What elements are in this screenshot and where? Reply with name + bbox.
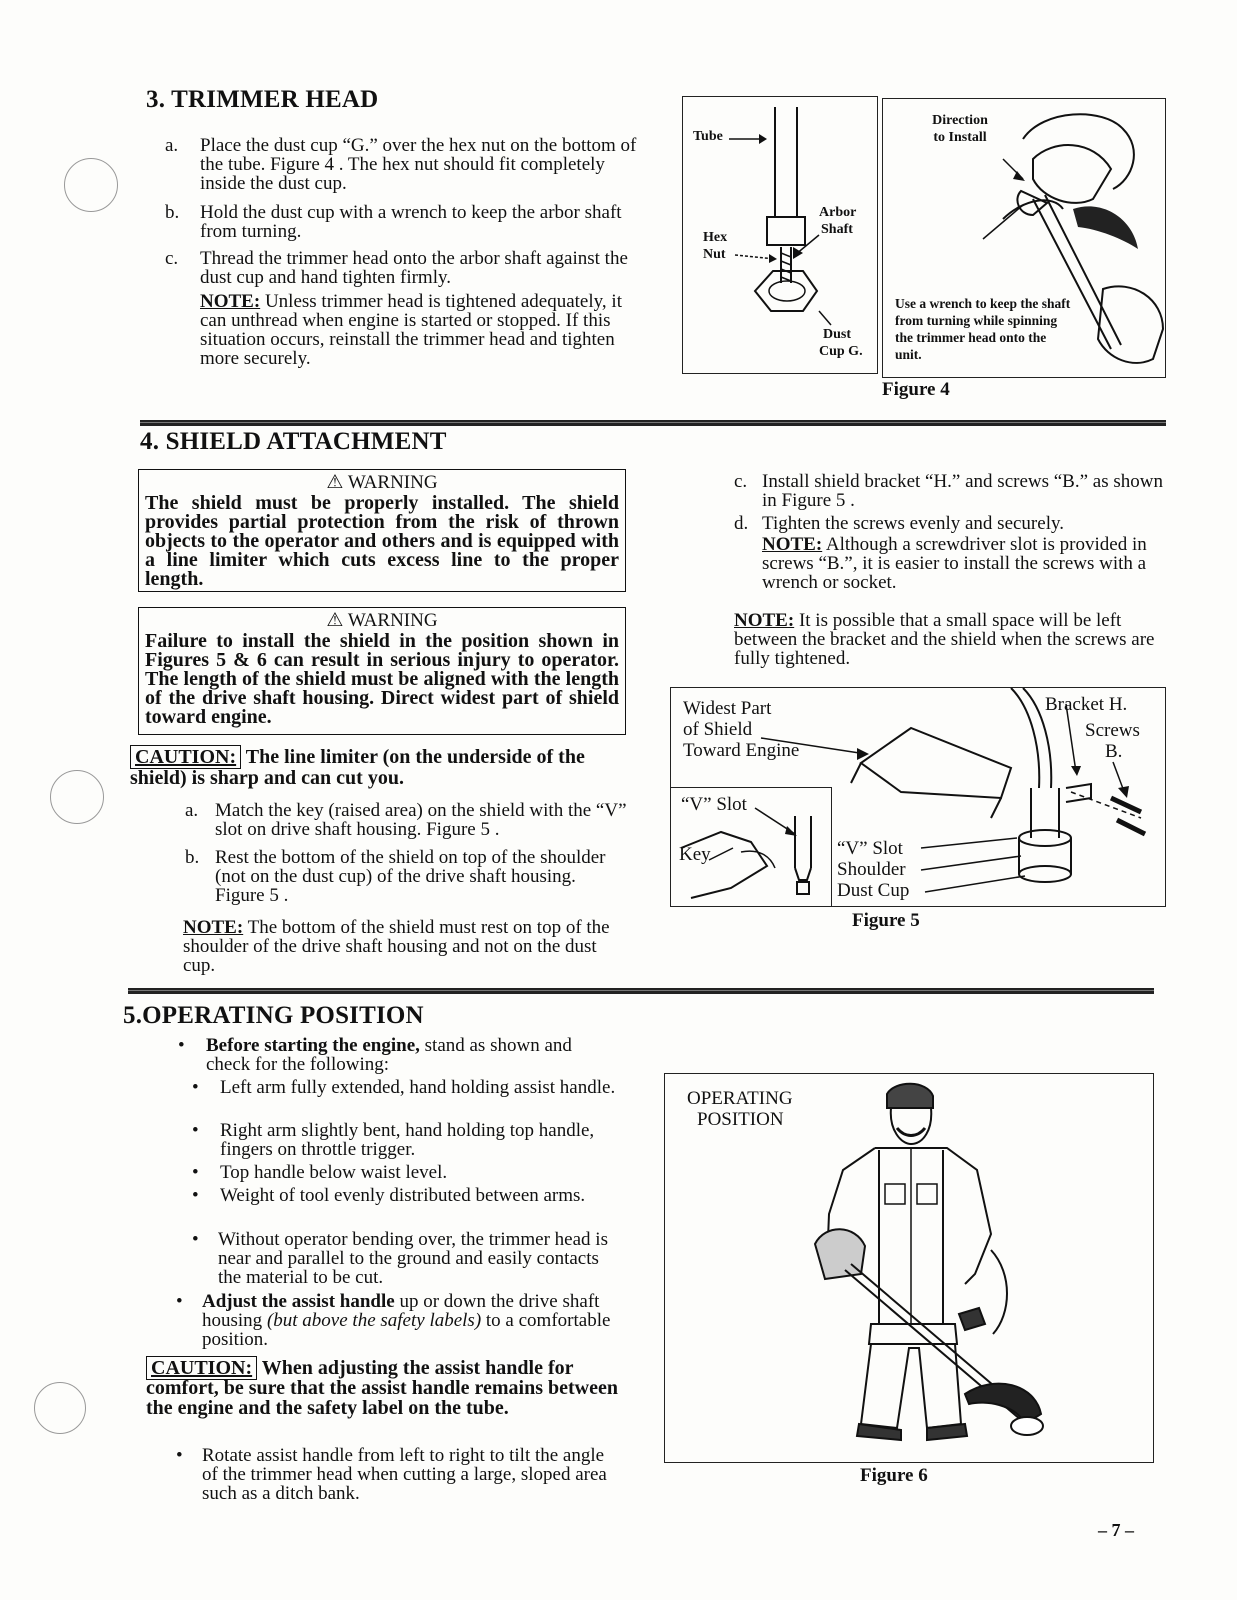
section-3-title: 3. TRIMMER HEAD: [146, 86, 379, 113]
sec5-bullet: [192, 1163, 620, 1183]
bullet-icon: •: [192, 1185, 199, 1206]
bullet-italic-text: (but above the safety labels): [266, 1310, 482, 1331]
sec3-step-a: [165, 136, 640, 196]
step-label: a.: [185, 800, 199, 821]
operator-illustration: [665, 1074, 1155, 1464]
dust-cup-label: Dust Cup: [837, 880, 910, 901]
bullet-text: up or down the drive shaft housing: [202, 1291, 600, 1331]
figure-6: [664, 1073, 1154, 1463]
of-shield-label: of Shield: [683, 719, 753, 740]
step-label: c.: [734, 471, 748, 492]
sec4-caution: [130, 747, 630, 789]
warning-icon: ⚠: [326, 610, 348, 631]
bullet-icon: •: [192, 1229, 199, 1250]
sec4-d-note: [762, 535, 1166, 595]
bullet-icon: •: [178, 1035, 185, 1056]
bullet-text: Weight of tool evenly distributed between arms.: [220, 1185, 586, 1206]
shaft-label: Shaft: [821, 222, 853, 237]
bullet-text: Top handle below waist level.: [220, 1162, 448, 1183]
caution-label: CAUTION:: [146, 1356, 257, 1380]
bullet-text: stand as shown and check for the following:: [206, 1035, 572, 1075]
screws-b-label: B.: [1105, 741, 1123, 762]
note-label: NOTE:: [200, 291, 261, 312]
sec4-note-2: [734, 611, 1166, 671]
sec5-bullet: [176, 1292, 618, 1352]
bullet-text: Rotate assist handle from left to right to tilt the angle of the trimmer head when cutting a large, sloped area such as a ditch bank.: [202, 1445, 607, 1504]
warning-box-2: [138, 607, 626, 735]
key-label: Key: [679, 844, 711, 865]
step-label: a.: [165, 135, 179, 156]
warning-text: The shield must be properly installed. The shield provides partial protection from the risk of thrown objects to the operator and others and is equipped with a line limiter which cuts excess line to the proper length.: [145, 492, 619, 590]
direction-label: Direction: [932, 113, 988, 128]
note-label: NOTE:: [183, 917, 244, 938]
figure-4-right-panel: [882, 98, 1166, 378]
screws-label: Screws: [1085, 720, 1140, 741]
sec5-bullet: [192, 1186, 620, 1226]
caution-label: CAUTION:: [130, 745, 241, 769]
warning-title: WARNING: [347, 610, 438, 631]
dust-label: Dust: [823, 327, 852, 342]
bullet-icon: •: [176, 1445, 183, 1466]
step-label: b.: [185, 847, 200, 868]
sec4-step-b: [185, 848, 630, 908]
figure-4-left-panel: [682, 96, 878, 374]
bullet-icon: •: [192, 1120, 199, 1141]
step-text: Match the key (raised area) on the shield with the “V” slot on drive shaft housing. Figure 5 .: [215, 800, 627, 840]
widest-part-label: Widest Part: [683, 698, 772, 719]
sec4-step-a: [185, 801, 630, 843]
bullet-text: Without operator bending over, the trimmer head is near and parallel to the ground and easily contacts the material to be cut.: [218, 1229, 608, 1288]
figure-5: [670, 687, 1166, 907]
bullet-text: to a comfortable position.: [202, 1310, 611, 1350]
punch-hole: [64, 158, 118, 212]
note-label: NOTE:: [734, 610, 795, 631]
step-label: d.: [734, 513, 749, 534]
step-text: Rest the bottom of the shield on top of the shoulder (not on the dust cup) of the drive shaft housing. Figure 5 .: [215, 847, 606, 906]
sec5-bullet: [176, 1446, 618, 1506]
note-label: NOTE:: [762, 534, 823, 555]
warning-text: Failure to install the shield in the position shown in Figures 5 & 6 can result in serious injury to operator. The length of the shield must be aligned with the length of the drive shaft housing. Direct widest part of shield toward engine.: [145, 630, 619, 728]
section-5-title: 5.OPERATING POSITION: [123, 1002, 424, 1029]
position-label: POSITION: [697, 1109, 784, 1130]
operating-label: OPERATING: [687, 1088, 793, 1109]
step-label: c.: [165, 248, 179, 269]
toward-engine-label: Toward Engine: [683, 740, 800, 761]
note-text: It is possible that a small space will be left between the bracket and the shield when the screws are fully tightened.: [734, 610, 1155, 669]
punch-hole: [34, 1382, 86, 1434]
v-slot-inset: [670, 787, 832, 907]
sec3-step-b: [165, 203, 640, 243]
bullet-bold-text: Before starting the engine,: [206, 1035, 420, 1056]
section-divider: [128, 988, 1154, 994]
section-divider: [140, 420, 1166, 426]
sec5-bullet: [192, 1230, 620, 1290]
sec4-step-d: [734, 514, 1166, 534]
bullet-text: Right arm slightly bent, hand holding top handle, fingers on throttle trigger.: [220, 1120, 595, 1160]
warning-icon: ⚠: [326, 472, 348, 493]
step-text: Tighten the screws evenly and securely.: [762, 513, 1064, 534]
figure-6-caption: Figure 6: [860, 1465, 928, 1486]
sec5-bullet: [192, 1121, 620, 1161]
step-text: Place the dust cup “G.” over the hex nut on the bottom of the tube. Figure 4 . The hex nut should fit completely inside the dust cup.: [200, 135, 637, 194]
punch-hole: [50, 770, 104, 824]
figure-4-caption: Figure 4: [882, 379, 950, 400]
nut-label: Nut: [703, 247, 726, 262]
sec5-bullet: [178, 1036, 618, 1076]
bullet-text: Left arm fully extended, hand holding assist handle.: [220, 1077, 616, 1098]
hex-label: Hex: [703, 230, 728, 245]
step-text: Install shield bracket “H.” and screws “B.” as shown in Figure 5 .: [762, 471, 1163, 511]
caution-text: When adjusting the assist handle for comfort, be sure that the assist handle remains between the engine and the safety label on the tube.: [146, 1357, 619, 1419]
bracket-label: Bracket H.: [1045, 694, 1128, 715]
cup-label: Cup G.: [819, 344, 863, 359]
note-text: Unless trimmer head is tightened adequately, it can unthread when engine is started or stopped. If this situation occurs, reinstall the trimmer head and tighten more securely.: [200, 291, 622, 369]
step-label: b.: [165, 202, 180, 223]
v-slot-label-2: “V” Slot: [837, 838, 903, 859]
bullet-icon: •: [192, 1162, 199, 1183]
shoulder-label: Shoulder: [837, 859, 906, 880]
note-text: The bottom of the shield must rest on top of the shoulder of the drive shaft housing and not on the dust cup.: [183, 917, 610, 976]
sec5-bullet: [192, 1078, 620, 1118]
caution-text: The line limiter (on the underside of the shield) is sharp and can cut you.: [130, 746, 585, 789]
bullet-icon: •: [192, 1077, 199, 1098]
step-text: Thread the trimmer head onto the arbor shaft against the dust cup and hand tighten firmly.: [200, 248, 628, 288]
figure-5-caption: Figure 5: [852, 910, 920, 931]
step-text: Hold the dust cup with a wrench to keep the arbor shaft from turning.: [200, 202, 622, 242]
wrench-instruction: Use a wrench to keep the shaft from turning while spinning the trimmer head onto the unit.: [895, 296, 1071, 362]
tube-label: Tube: [693, 129, 723, 144]
v-slot-label: “V” Slot: [681, 794, 747, 815]
warning-title: WARNING: [347, 472, 438, 493]
sec4-step-c: [734, 472, 1166, 512]
bullet-bold-text: Adjust the assist handle: [202, 1291, 395, 1312]
bullet-icon: •: [176, 1291, 183, 1312]
sec5-caution: [146, 1358, 620, 1438]
page-number: – 7 –: [1098, 1520, 1134, 1540]
sec3-step-c: [165, 249, 640, 289]
sec4-note: [183, 918, 628, 978]
arbor-label: Arbor: [819, 205, 857, 220]
section-4-title: 4. SHIELD ATTACHMENT: [140, 428, 447, 455]
sec3-note: [200, 292, 640, 372]
to-install-label: to Install: [933, 130, 987, 145]
note-text: Although a screwdriver slot is provided in screws “B.”, it is easier to install the screws with a wrench or socket.: [762, 534, 1147, 593]
warning-box-1: [138, 469, 626, 592]
